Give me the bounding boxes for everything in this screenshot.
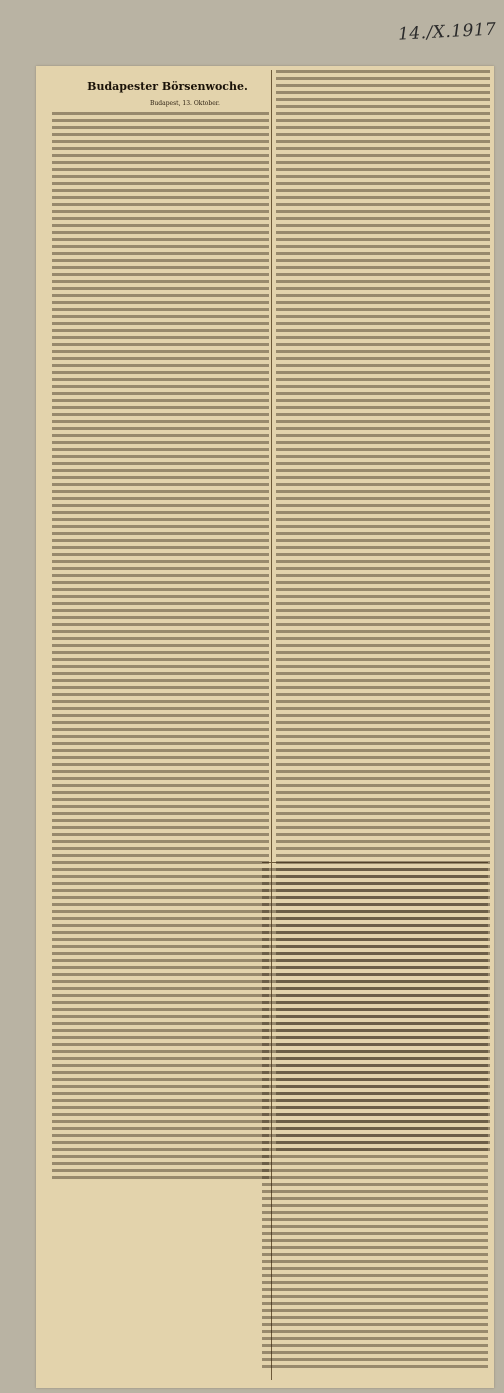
article-column-left	[52, 112, 269, 1182]
article-title: Budapester Börsenwoche.	[87, 80, 248, 93]
article-column-bottom	[262, 868, 488, 1368]
article-dateline: Budapest, 13. Oktober.	[150, 100, 220, 107]
illegible-body-text	[262, 868, 488, 1368]
illegible-body-text	[52, 112, 269, 1182]
handwritten-date: 14./X.1917	[397, 19, 498, 45]
